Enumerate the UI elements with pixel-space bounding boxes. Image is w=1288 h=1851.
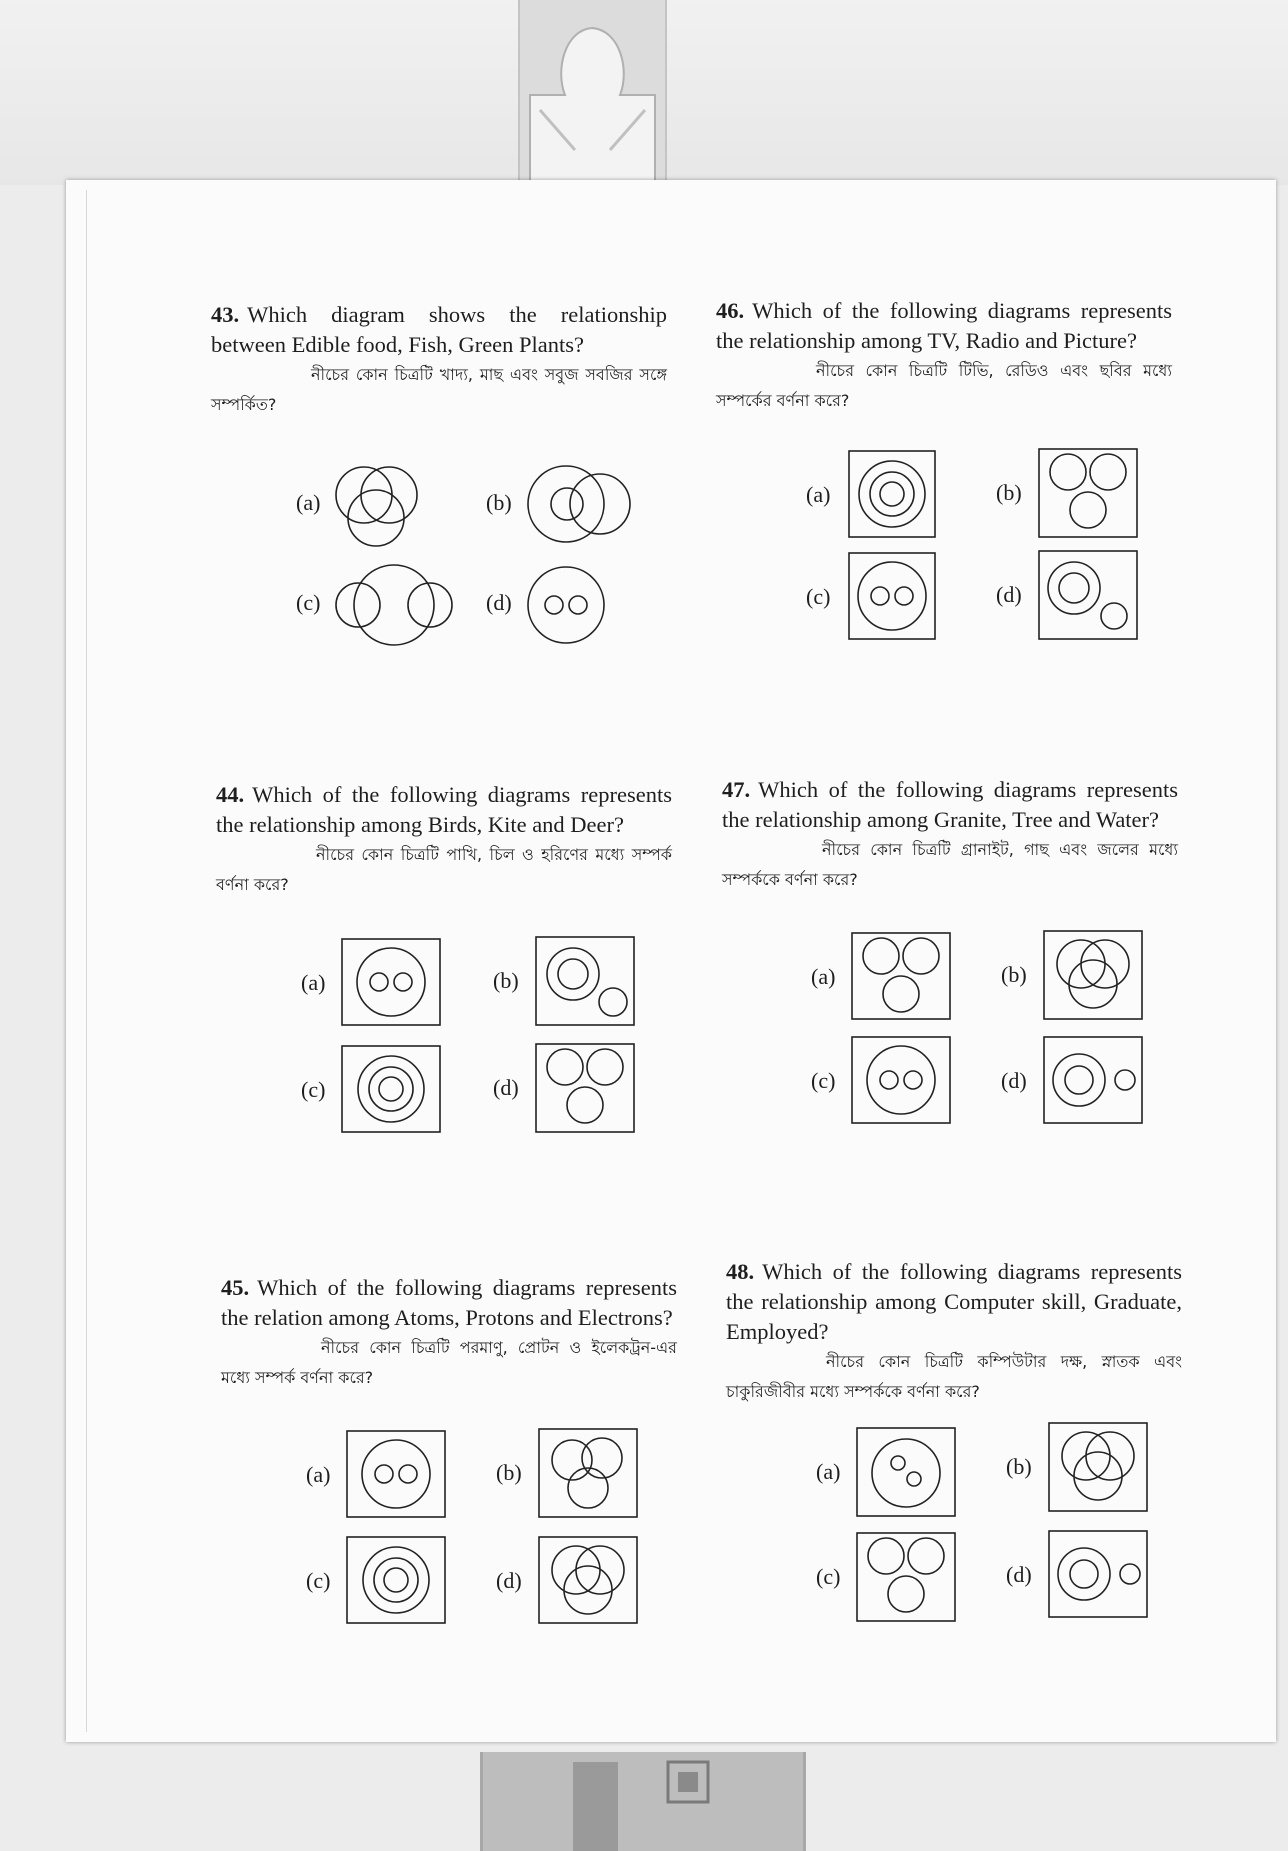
page-holder-clip-top [518, 0, 667, 185]
option-label: (a) [806, 482, 831, 507]
option-label: (b) [493, 968, 519, 993]
question-text-english: Which of the following diagrams represents the relationship among Birds, Kite and Deer? [216, 782, 672, 837]
question-text-bengali: নীচের কোন চিত্রটি খাদ্য, মাছ এবং সবুজ সবজির সঙ্গে সম্পর্কিত? [211, 365, 667, 414]
question-43 [211, 300, 667, 420]
question-number: 44. [216, 782, 245, 807]
question-text-english: Which of the following diagrams represents the relation among Atoms, Protons and Electrons? [221, 1275, 677, 1330]
option-label: (c) [296, 590, 321, 615]
concentric-and-separate-circle-box-diagram [535, 936, 635, 1026]
option-label: (c) [306, 1568, 331, 1593]
question-text-bengali: নীচের কোন চিত্রটি কম্পিউটার দক্ষ, স্নাতক এবং চাকুরিজীবীর মধ্যে সম্পর্ককে বর্ণনা করে? [726, 1352, 1182, 1401]
question-number: 47. [722, 777, 751, 802]
option-label: (a) [816, 1459, 841, 1484]
option-label: (b) [496, 1460, 522, 1485]
three-overlapping-circles-diagram [334, 460, 424, 550]
question-text-english: Which diagram shows the relationship between Edible food, Fish, Green Plants? [211, 302, 667, 357]
three-overlapping-circles-box-diagram [538, 1536, 638, 1624]
option-label: (c) [816, 1564, 841, 1589]
question-46 [716, 296, 1172, 416]
option-label: (a) [296, 490, 321, 515]
option-label: (b) [486, 490, 512, 515]
two-circles-in-circle-box-diagram [341, 938, 441, 1026]
option-label: (b) [1001, 962, 1027, 987]
option-label: (d) [486, 590, 512, 615]
question-number: 45. [221, 1275, 250, 1300]
option-label: (a) [306, 1462, 331, 1487]
option-label: (d) [1001, 1068, 1027, 1093]
exam-page [66, 180, 1276, 1742]
option-label: (d) [496, 1568, 522, 1593]
option-label: (d) [996, 582, 1022, 607]
question-44 [216, 780, 672, 900]
two-circles-in-circle-box-diagram [848, 552, 936, 640]
two-small-circles-in-circle-box-diagram [856, 1427, 956, 1517]
concentric-and-small-circle-box-diagram [1043, 1036, 1143, 1124]
question-text-english: Which of the following diagrams represents the relationship among Granite, Tree and Water? [722, 777, 1178, 832]
concentric-circles-box-diagram [848, 450, 936, 538]
two-circles-in-circle-box-diagram [851, 1036, 951, 1124]
three-overlapping-circles-box-diagram [1043, 930, 1143, 1020]
question-text-english: Which of the following diagrams represents the relationship among Computer skill, Graduate, Employed? [726, 1259, 1182, 1344]
option-label: (a) [811, 964, 836, 989]
question-text-english: Which of the following diagrams represents the relationship among TV, Radio and Picture? [716, 298, 1172, 353]
question-number: 46. [716, 298, 745, 323]
question-text-bengali: নীচের কোন চিত্রটি পাখি, চিল ও হরিণের মধ্যে সম্পর্ক বর্ণনা করে? [216, 845, 672, 894]
option-label: (a) [301, 970, 326, 995]
two-circles-in-circle-box-diagram [346, 1430, 446, 1518]
question-45 [221, 1273, 677, 1393]
concentric-and-small-circle-box-diagram [1048, 1530, 1148, 1618]
option-label: (c) [806, 584, 831, 609]
page-holder-clip-bottom [480, 1752, 806, 1851]
option-label: (b) [1006, 1454, 1032, 1479]
question-text-bengali: নীচের কোন চিত্রটি টিভি, রেডিও এবং ছবির মধ্যে সম্পর্কের বর্ণনা করে? [716, 361, 1172, 410]
option-label: (d) [1006, 1562, 1032, 1587]
nested-overlap-diagram [524, 460, 634, 550]
question-47 [722, 775, 1178, 895]
small-circles-overlapping-large-diagram [334, 560, 454, 650]
concentric-circles-box-diagram [341, 1045, 441, 1133]
question-number: 48. [726, 1259, 755, 1284]
three-separate-circles-box-diagram [856, 1532, 956, 1622]
concentric-and-separate-circle-box-diagram [1038, 550, 1138, 640]
option-label: (c) [811, 1068, 836, 1093]
concentric-circles-box-diagram [346, 1536, 446, 1624]
option-label: (c) [301, 1077, 326, 1102]
three-touching-circles-box-diagram [538, 1428, 638, 1518]
two-circles-in-circle-diagram [524, 560, 614, 650]
option-label: (b) [996, 480, 1022, 505]
option-label: (d) [493, 1075, 519, 1100]
question-text-bengali: নীচের কোন চিত্রটি পরমাণু, প্রোটন ও ইলেকট্রন-এর মধ্যে সম্পর্ক বর্ণনা করে? [221, 1338, 677, 1387]
three-overlapping-circles-box-diagram [1048, 1422, 1148, 1512]
three-separate-circles-box-diagram [535, 1043, 635, 1133]
question-number: 43. [211, 302, 240, 327]
question-text-bengali: নীচের কোন চিত্রটি গ্রানাইট, গাছ এবং জলের মধ্যে সম্পর্ককে বর্ণনা করে? [722, 840, 1178, 889]
question-48 [726, 1257, 1182, 1407]
three-separate-circles-box-diagram [851, 932, 951, 1020]
three-separate-circles-box-diagram [1038, 448, 1138, 538]
